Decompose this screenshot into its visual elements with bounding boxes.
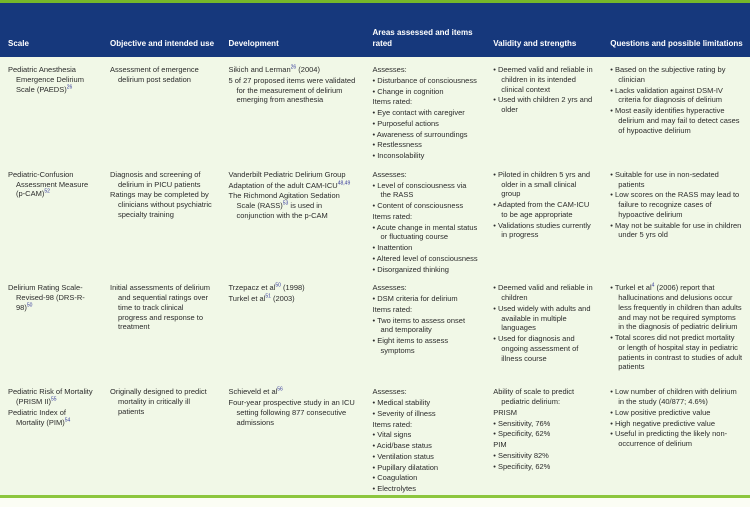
cell-validity: [485, 170, 602, 276]
bullet-glyph: •: [610, 220, 615, 230]
reference-superscript: 50: [26, 302, 33, 309]
bullet-glyph: •: [610, 106, 615, 115]
bullet-item: • Deemed valid and reliable in children in its intended clinical context: [493, 65, 593, 94]
group-label: Assesses:: [372, 169, 407, 179]
text-entry: Diagnosis and screening of delirium in PICU patients: [110, 169, 201, 189]
cell-development: [221, 170, 365, 276]
text-entry: Originally designed to predict mortality in critically ill patients: [110, 387, 207, 416]
bullet-glyph: •: [372, 264, 378, 274]
bullet-item: • Medical stability: [372, 398, 431, 407]
bullet-item: • Low scores on the RASS may lead to failure to recognize cases of hypoactive delirium: [610, 190, 740, 219]
cell-objective: [102, 387, 221, 495]
group-label: Items rated:: [372, 211, 413, 221]
bullet-item: • Piloted in children 5 yrs and older in a small clinical group: [493, 169, 591, 199]
bullet-glyph: •: [372, 222, 377, 232]
column-header-objective: Objective and intended use: [110, 39, 215, 49]
bullet-item: • Used widely with adults and available in multiple languages: [493, 303, 591, 333]
bullet-glyph: •: [372, 151, 378, 160]
bullet-item: • May not be suitable for use in children under 5 yrs old: [610, 220, 742, 240]
bullet-item: • Severity of illness: [372, 408, 436, 418]
column-header-questions: Questions and possible limitations: [610, 39, 743, 49]
cell-scale: [0, 283, 102, 379]
bullet-glyph: •: [372, 180, 378, 190]
group-label: Items rated:: [372, 97, 413, 107]
bullet-item: • Low number of children with delirium in the study (40/877; 4.6%): [610, 387, 737, 406]
cell-scale: [0, 387, 102, 495]
bullet-item: • Eye contact with caregiver: [372, 108, 465, 117]
column-header-validity: Validity and strengths: [493, 39, 577, 49]
table-row: [0, 57, 750, 162]
bullet-glyph: •: [493, 334, 498, 343]
column-header-development: Development: [228, 39, 279, 49]
bullet-item: • Two items to assess onset and temporality: [372, 315, 466, 335]
reference-superscript: 4: [651, 282, 655, 289]
reference-superscript: 26: [290, 64, 297, 71]
bullet-glyph: •: [493, 220, 498, 230]
bullet-glyph: •: [493, 169, 498, 179]
cell-areas: [365, 65, 486, 162]
table-body: [0, 57, 750, 495]
bullet-glyph: •: [372, 201, 378, 210]
cell-scale: [0, 170, 102, 276]
bullet-item: • Vital signs: [372, 430, 412, 440]
bullet-glyph: •: [610, 387, 615, 397]
cell-objective: [102, 65, 221, 162]
group-label: Assesses:: [372, 65, 407, 74]
bullet-glyph: •: [610, 407, 615, 417]
bullet-glyph: •: [372, 398, 378, 407]
cell-validity: [485, 283, 602, 379]
bullet-glyph: •: [610, 169, 615, 179]
bullet-item: • Based on the subjective rating by clinician: [610, 65, 726, 84]
bullet-item: • Sensitivity, 76%: [493, 418, 551, 428]
bullet-item: • Change in cognition: [372, 86, 444, 96]
bullet-item: • High negative predictive value: [610, 418, 716, 428]
bullet-item: • DSM criteria for delirium: [372, 294, 458, 303]
bullet-item: • Sensitivity 82%: [493, 450, 549, 460]
bullet-item: • Suitable for use in non-sedated patients: [610, 169, 719, 189]
bullet-glyph: •: [493, 429, 498, 439]
bullet-glyph: •: [493, 200, 498, 209]
cell-questions: [602, 65, 750, 162]
bullet-item: • Most easily identifies hyperactive delirium and may fail to detect cases of hypoactive delirium: [610, 106, 740, 135]
reference-superscript: 52: [44, 188, 50, 195]
cell-questions: [602, 387, 750, 495]
bullet-glyph: •: [493, 65, 498, 74]
bullet-item: • Eight items to assess symptoms: [372, 336, 449, 355]
reference-superscript: 53: [282, 200, 289, 207]
bullet-glyph: •: [610, 190, 615, 200]
reference-superscript: 55: [51, 396, 57, 403]
table-row: [0, 162, 750, 276]
bullet-item: • Ventilation status: [372, 451, 434, 461]
bullet-glyph: •: [610, 429, 615, 439]
bullet-glyph: •: [372, 315, 378, 325]
bullet-item: • Lacks validation against DSM-IV criteria for diagnosis of delirium: [610, 85, 723, 105]
bullet-glyph: •: [372, 253, 377, 263]
bullet-item: • Used with children 2 yrs and older: [493, 95, 593, 114]
bullet-item: • Content of consciousness: [372, 201, 464, 210]
bullet-glyph: •: [372, 294, 378, 303]
group-label: PIM: [493, 440, 507, 449]
text-entry: Vanderbilt Pediatric Delirium Group: [228, 169, 346, 179]
bullet-glyph: •: [372, 473, 378, 483]
bullet-item: • Electrolytes: [372, 484, 416, 493]
bullet-item: • Turkel et al$^4$ (2006) report that hallucinations and delusions occur less frequently in children than adults and may not be required symptoms in the diagnosis of pediatric delirium: [610, 282, 742, 332]
bullet-item: • Adapted from the CAM-ICU to be age appropriate: [493, 200, 590, 219]
bullet-item: • Level of consciousness via the RASS: [372, 180, 467, 200]
bullet-glyph: •: [493, 303, 498, 313]
text-entry: Trzepacz et al$^{50}$ (1998): [228, 282, 305, 293]
text-entry: Delirium Rating Scale-Revised-98 (DRS-R-98)$^{50}$: [8, 283, 85, 312]
bullet-item: • Acute change in mental status or fluctuating course: [372, 222, 478, 242]
bullet-item: • Pupillary dilatation: [372, 462, 439, 472]
cell-development: [221, 283, 365, 379]
reference-superscript: 26: [66, 84, 73, 90]
text-entry: Pediatric Risk of Mortality (PRISM II)$^{55}$: [8, 387, 93, 406]
table-row: [0, 379, 750, 495]
text-entry: Pediatric Anesthesia Emergence Delirium Scale (PAEDS)$^{26}$: [8, 65, 84, 94]
bullet-glyph: •: [372, 484, 378, 493]
cell-areas: [365, 387, 486, 495]
group-label: Assesses:: [372, 283, 407, 293]
reference-superscript: 56: [277, 386, 283, 393]
text-entry: Adaptation of the adult CAM-ICU$^{48,49}$: [228, 180, 351, 190]
bullet-glyph: •: [372, 441, 377, 450]
bullet-glyph: •: [610, 65, 615, 74]
bullet-glyph: •: [372, 451, 378, 461]
cell-objective: [102, 170, 221, 276]
bullet-item: • Useful in predicting the likely non-occurrence of delirium: [610, 429, 728, 448]
bottom-margin-strip: [0, 498, 750, 507]
bullet-item: • Specificity, 62%: [493, 461, 551, 471]
text-entry: 5 of 27 proposed items were validated for the measurement of delirium emerging from anesthesia: [228, 75, 356, 105]
bullet-glyph: •: [372, 75, 378, 85]
cell-validity: [485, 65, 602, 162]
reference-superscript: 50: [275, 282, 281, 289]
bullet-glyph: •: [372, 129, 377, 139]
cell-areas: [365, 170, 486, 276]
bullet-glyph: •: [493, 418, 498, 428]
bullet-item: • Deemed valid and reliable in children: [493, 283, 593, 302]
bullet-glyph: •: [372, 86, 378, 96]
bullet-glyph: •: [610, 333, 615, 342]
bullet-glyph: •: [372, 108, 378, 117]
cell-validity: [485, 387, 602, 495]
column-header-areas: Areas assessed and items rated: [372, 28, 473, 49]
group-label: Items rated:: [372, 419, 413, 429]
text-entry: Ability of scale to predict pediatric delirium:: [493, 387, 575, 406]
text-entry: Schieveld et al$^{56}$: [228, 386, 283, 397]
bullet-item: • Specificity, 62%: [493, 429, 551, 439]
bullet-glyph: •: [610, 85, 615, 95]
bullet-item: • Altered level of consciousness: [372, 253, 478, 263]
text-entry: Ratings may be completed by clinicians without psychiatric specialty training: [110, 190, 212, 219]
text-entry: Sikich and Lerman$^{26}$ (2004): [228, 64, 320, 74]
bullet-item: • Coagulation: [372, 473, 418, 483]
bullet-glyph: •: [372, 336, 378, 345]
reference-superscript: 54: [64, 417, 71, 423]
text-entry: Assessment of emergence delirium post sedation: [110, 65, 199, 84]
group-label: Assesses:: [372, 387, 407, 397]
bullet-glyph: •: [372, 462, 378, 472]
bullet-item: • Purposeful actions: [372, 118, 439, 128]
cell-development: [221, 387, 365, 495]
bullet-glyph: •: [493, 461, 498, 471]
bullet-glyph: •: [372, 408, 378, 418]
bullet-item: • Total scores did not predict mortality or length of hospital stay in pediatric patients in contrast to studies of adult patients: [610, 333, 743, 372]
text-entry: Initial assessments of delirium and sequential ratings over time to track clinical progress and response to treatment: [110, 283, 211, 332]
text-entry: Pediatric Index of Mortality (PIM)$^{54}$: [8, 407, 71, 427]
bullet-item: • Disturbance of consciousness: [372, 75, 477, 85]
cell-questions: [602, 170, 750, 276]
bullet-item: • Validations studies currently in progress: [493, 220, 591, 240]
bullet-glyph: •: [372, 243, 378, 252]
bullet-item: • Acid/base status: [372, 441, 432, 450]
bullet-item: • Low positive predictive value: [610, 407, 711, 417]
group-label: Items rated:: [372, 304, 413, 314]
bullet-item: • Inattention: [372, 243, 413, 252]
text-entry: Pediatric-Confusion Assessment Measure (p-CAM)$^{52}$: [8, 169, 89, 199]
cell-questions: [602, 283, 750, 379]
text-entry: The Richmond Agitation Sedation Scale (RASS)$^{53}$ is used in conjunction with the p-CAM: [228, 191, 340, 220]
bullet-item: • Inconsolability: [372, 151, 425, 160]
reference-superscript: 48,49: [337, 180, 351, 186]
bullet-glyph: •: [372, 140, 378, 150]
bullet-item: • Used for diagnosis and ongoing assessment of illness course: [493, 334, 579, 363]
table-header-row: [0, 3, 750, 57]
cell-development: [221, 65, 365, 162]
cell-objective: [102, 283, 221, 379]
bullet-item: • Restlessness: [372, 140, 422, 150]
group-label: PRISM: [493, 407, 518, 417]
bullet-glyph: •: [372, 118, 378, 128]
cell-areas: [365, 283, 486, 379]
bullet-glyph: •: [493, 95, 498, 105]
cell-scale: [0, 65, 102, 162]
text-entry: Turkel et al$^{51}$ (2003): [228, 293, 295, 303]
column-header-scale: Scale: [8, 39, 29, 49]
table-row: [0, 275, 750, 379]
bullet-glyph: •: [610, 283, 615, 293]
bullet-glyph: •: [493, 283, 498, 293]
text-entry: Four-year prospective study in an ICU setting following 877 consecutive admissions: [228, 398, 355, 427]
bullet-glyph: •: [493, 450, 498, 460]
reference-superscript: 51: [265, 293, 271, 300]
bullet-item: • Awareness of surroundings: [372, 129, 468, 139]
bullet-glyph: •: [372, 430, 378, 440]
bullet-glyph: •: [610, 418, 615, 428]
bullet-item: • Disorganized thinking: [372, 264, 449, 274]
